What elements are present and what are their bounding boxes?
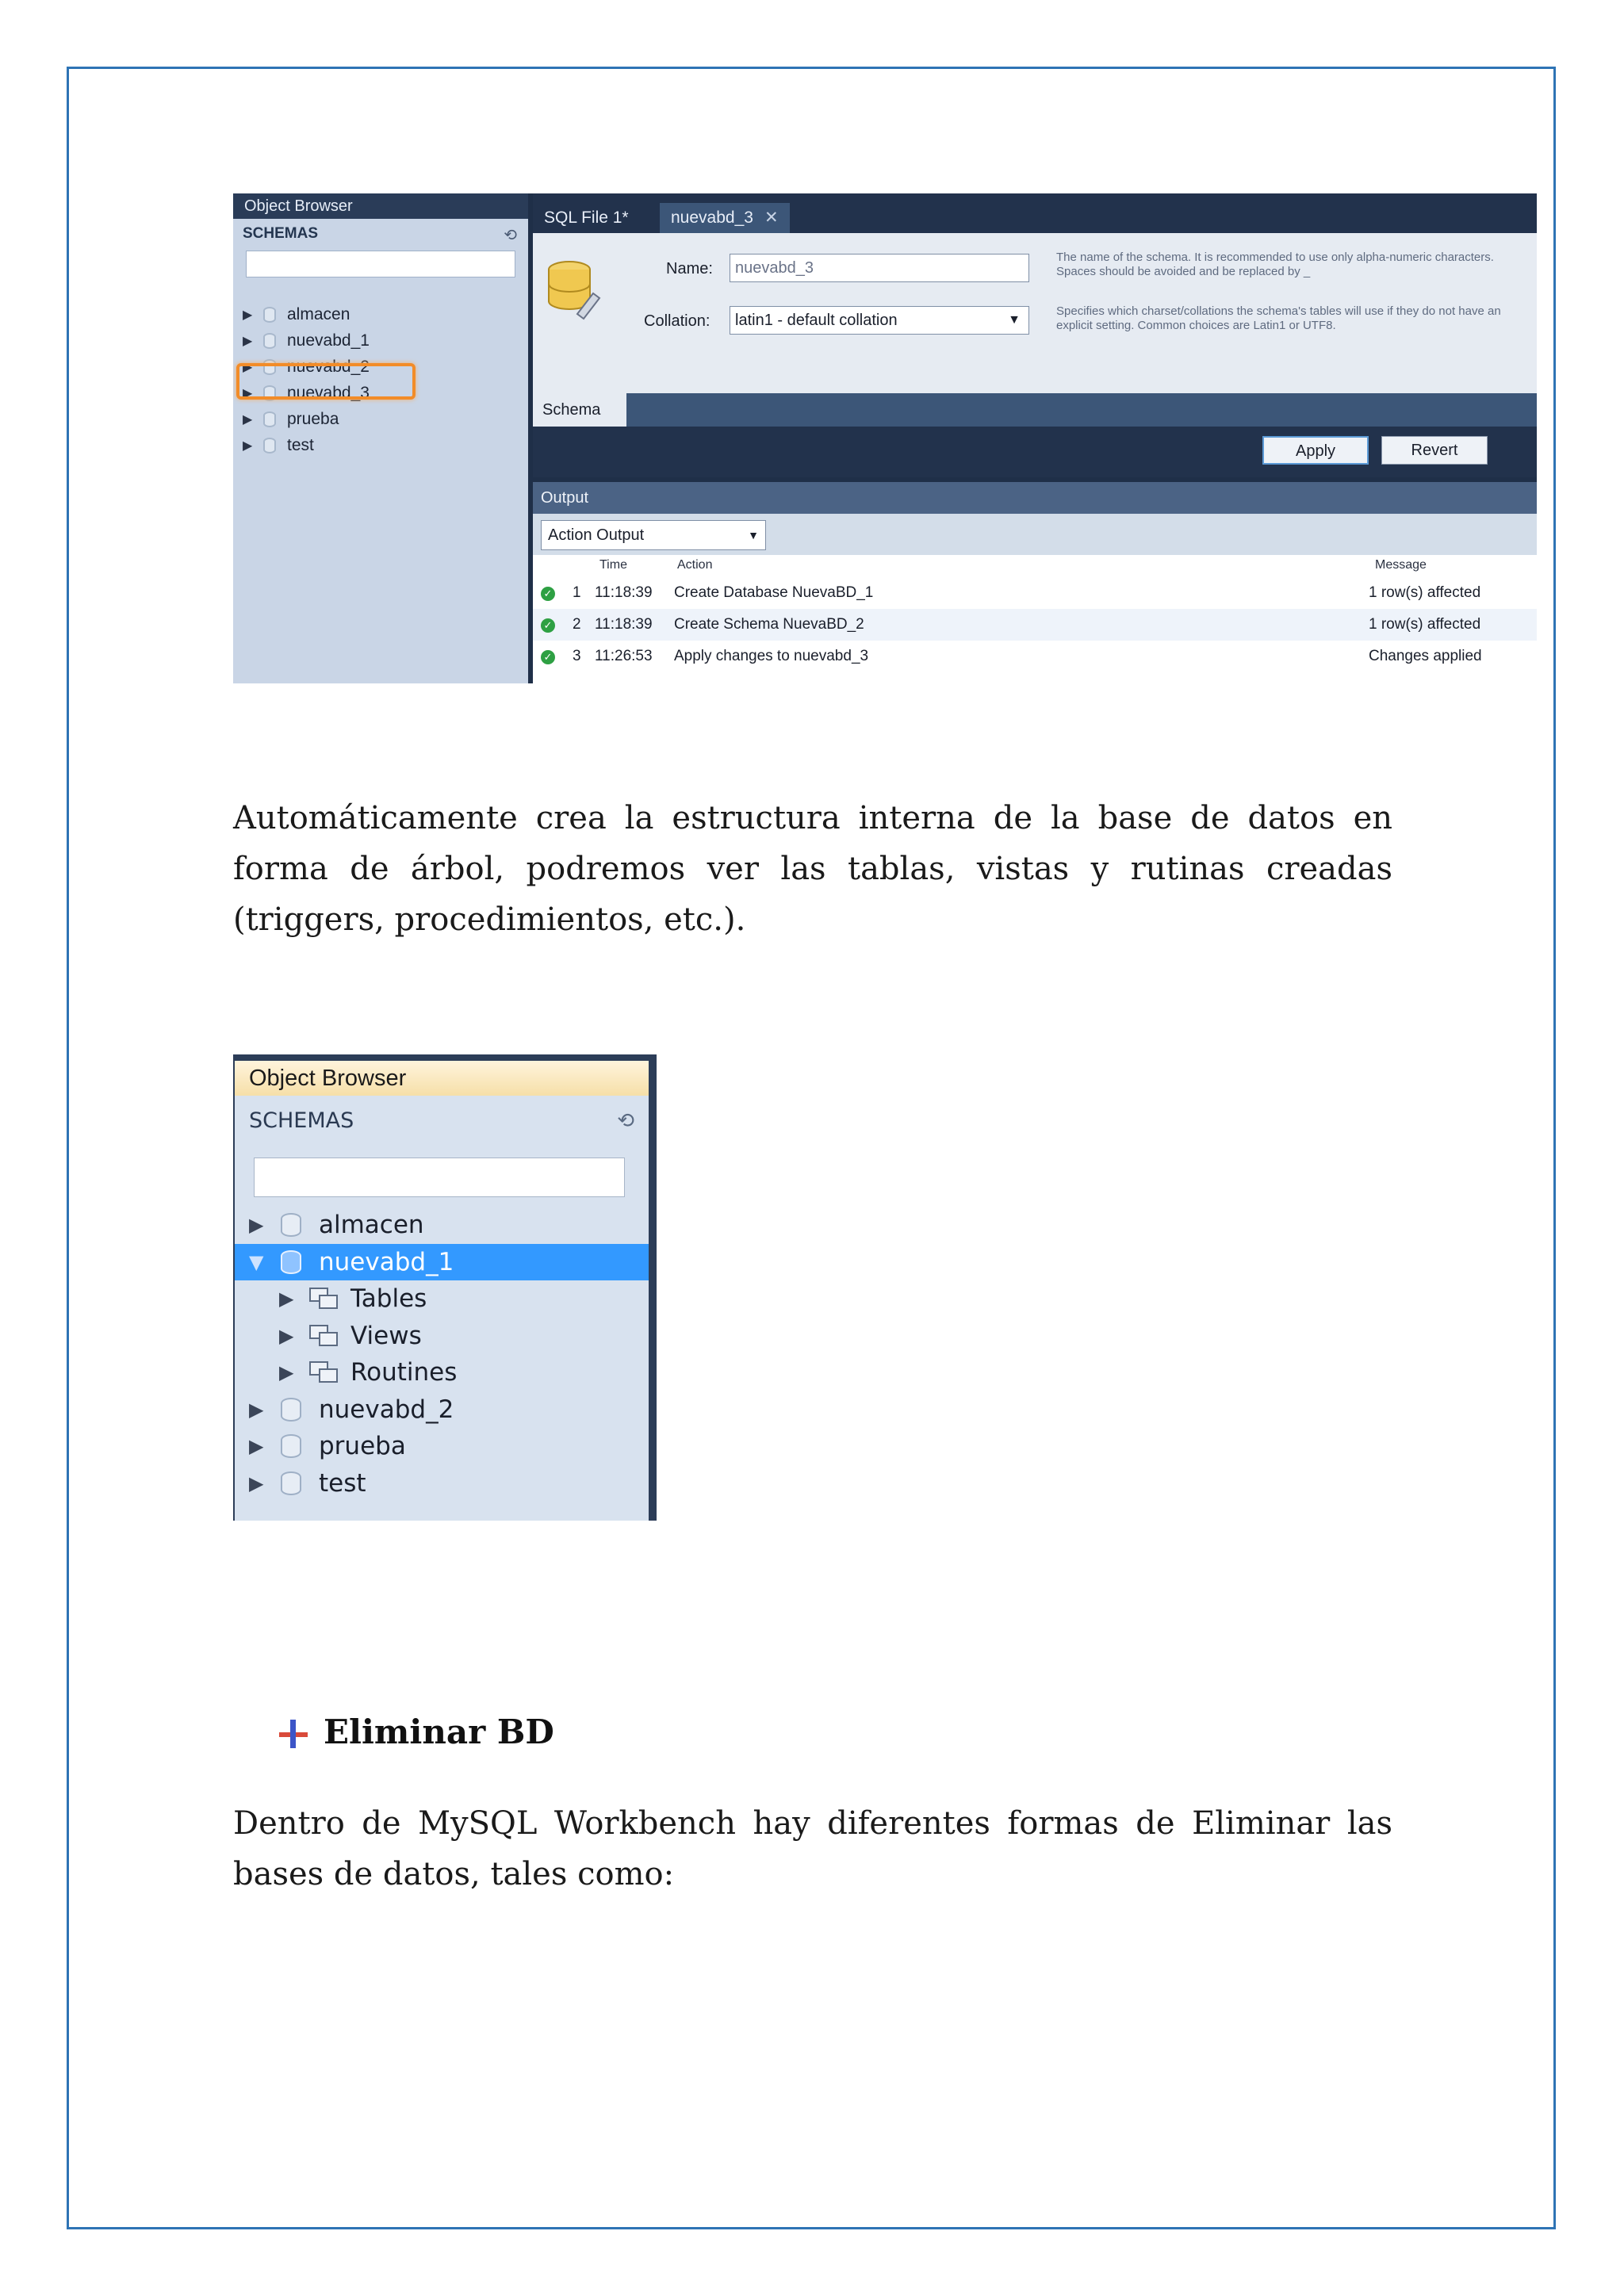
tree-item-routines[interactable] bbox=[235, 1354, 649, 1391]
log-row-action: Create Schema NuevaBD_2 bbox=[674, 616, 864, 633]
log-row[interactable] bbox=[533, 641, 1537, 672]
database-icon bbox=[281, 1434, 301, 1458]
tree-item-label: nuevabd_2 bbox=[319, 1395, 454, 1424]
schema-item[interactable] bbox=[243, 432, 370, 458]
database-icon bbox=[263, 438, 276, 453]
tree-item-nuevabd-2[interactable] bbox=[235, 1391, 649, 1429]
schema-list bbox=[243, 301, 370, 458]
database-icon bbox=[281, 1398, 301, 1422]
log-row-action: Apply changes to nuevabd_3 bbox=[674, 648, 869, 664]
folder-icon bbox=[309, 1325, 339, 1347]
database-icon bbox=[263, 333, 276, 349]
expand-arrow-icon[interactable]: ▶ bbox=[243, 412, 253, 427]
column-header-message: Message bbox=[1375, 558, 1427, 572]
log-row-action: Create Database NuevaBD_1 bbox=[674, 584, 874, 601]
schema-search-input[interactable] bbox=[246, 251, 515, 277]
highlight-box bbox=[236, 363, 416, 400]
object-browser-title: Object Browser bbox=[235, 1061, 649, 1096]
close-icon[interactable]: ✕ bbox=[764, 209, 779, 227]
tab-sql-file[interactable] bbox=[533, 203, 640, 233]
refresh-icon[interactable]: ⟲ bbox=[504, 227, 517, 244]
schema-item-label: test bbox=[287, 435, 314, 454]
database-icon bbox=[281, 1250, 301, 1274]
schema-search-input[interactable] bbox=[254, 1158, 625, 1197]
collation-help-text: Specifies which charset/collations the schema's tables will use if they do not have an explicit setting. Common choices are Latin1 or UTF8. bbox=[1056, 304, 1501, 332]
log-row-time: 11:26:53 bbox=[595, 648, 653, 664]
output-panel bbox=[533, 514, 1537, 683]
apply-button[interactable]: Apply bbox=[1262, 436, 1369, 465]
tab-label: nuevabd_3 bbox=[671, 209, 753, 227]
tree-item-test[interactable] bbox=[235, 1465, 649, 1502]
section-heading bbox=[278, 1712, 554, 1751]
schema-tab-strip bbox=[533, 393, 1537, 427]
log-row-message: 1 row(s) affected bbox=[1369, 584, 1481, 601]
collation-select[interactable] bbox=[730, 306, 1029, 335]
tab-schema[interactable]: Schema bbox=[533, 393, 626, 427]
expand-arrow-icon[interactable]: ▶ bbox=[249, 1435, 264, 1458]
object-browser-panel bbox=[235, 1061, 649, 1521]
schema-item[interactable] bbox=[243, 406, 370, 432]
expand-arrow-icon[interactable]: ▶ bbox=[243, 438, 253, 453]
expand-arrow-icon[interactable]: ▶ bbox=[243, 386, 253, 400]
database-icon bbox=[281, 1213, 301, 1237]
schema-item-label: nuevabd_1 bbox=[287, 331, 370, 350]
success-check-icon: ✓ bbox=[541, 650, 555, 664]
object-browser-panel bbox=[233, 193, 528, 683]
expand-arrow-icon[interactable]: ▶ bbox=[243, 308, 253, 322]
column-header-action: Action bbox=[677, 558, 713, 572]
chevron-down-icon: ▼ bbox=[1008, 313, 1021, 327]
body-paragraph-1: Automáticamente crea la estructura interna de la base de datos en forma de árbol, podremos ver las tablas, vistas y rutinas creadas (triggers, procedimientos, etc.). bbox=[233, 800, 1392, 938]
chevron-down-icon: ▼ bbox=[748, 529, 759, 541]
heading-text: Eliminar BD bbox=[324, 1712, 554, 1751]
schema-item-label: nuevabd_3 bbox=[287, 383, 370, 402]
schema-item[interactable] bbox=[243, 327, 370, 354]
workbench-schema-editor-screenshot bbox=[233, 193, 1537, 683]
schema-item[interactable] bbox=[243, 301, 370, 327]
refresh-icon[interactable]: ⟲ bbox=[617, 1108, 634, 1132]
schema-form bbox=[533, 233, 1537, 393]
schema-editor-area bbox=[533, 193, 1537, 683]
output-toolbar bbox=[533, 514, 1537, 555]
tree-item-label: Routines bbox=[350, 1358, 458, 1387]
tree-item-label: test bbox=[319, 1468, 366, 1498]
schema-tree bbox=[235, 1207, 649, 1502]
tree-item-tables[interactable] bbox=[235, 1280, 649, 1318]
object-browser-title: Object Browser bbox=[233, 193, 528, 219]
log-row-message: Changes applied bbox=[1369, 648, 1482, 664]
collation-label: Collation: bbox=[644, 312, 710, 330]
tree-item-nuevabd-1[interactable] bbox=[235, 1244, 649, 1281]
schema-database-icon bbox=[546, 258, 603, 322]
body-paragraph-2: Dentro de MySQL Workbench hay diferentes formas de Eliminar las bases de datos, tales como: bbox=[233, 1805, 1392, 1892]
schemas-label: SCHEMAS bbox=[249, 1108, 354, 1133]
log-row[interactable] bbox=[533, 577, 1537, 609]
cross-bullet-icon bbox=[278, 1716, 309, 1748]
schema-item-label: almacen bbox=[287, 304, 350, 323]
tree-item-label: nuevabd_1 bbox=[319, 1247, 454, 1276]
expand-arrow-icon[interactable]: ▶ bbox=[249, 1471, 264, 1494]
log-row-number: 3 bbox=[573, 648, 581, 664]
log-row-time: 11:18:39 bbox=[595, 584, 653, 601]
success-check-icon: ✓ bbox=[541, 618, 555, 633]
log-row-number: 2 bbox=[573, 616, 581, 633]
collapse-arrow-icon[interactable]: ▼ bbox=[249, 1250, 264, 1273]
log-row-message: 1 row(s) affected bbox=[1369, 616, 1481, 633]
tab-label: SQL File 1* bbox=[544, 209, 629, 227]
name-help-text: The name of the schema. It is recommended to use only alpha-numeric characters. Spaces should be avoided and be replaced by _ bbox=[1056, 251, 1494, 278]
success-check-icon: ✓ bbox=[541, 587, 555, 601]
expand-arrow-icon[interactable]: ▶ bbox=[249, 1398, 264, 1421]
object-browser-tree-screenshot bbox=[233, 1054, 657, 1521]
tree-item-views[interactable] bbox=[235, 1318, 649, 1355]
log-row-number: 1 bbox=[573, 584, 581, 601]
database-icon bbox=[263, 411, 276, 427]
database-icon bbox=[263, 307, 276, 323]
tree-item-label: Tables bbox=[350, 1284, 427, 1314]
log-row-time: 11:18:39 bbox=[595, 616, 653, 633]
expand-arrow-icon[interactable]: ▶ bbox=[279, 1288, 294, 1311]
folder-icon bbox=[309, 1288, 339, 1310]
output-type-select[interactable] bbox=[541, 520, 766, 550]
schemas-label: SCHEMAS bbox=[243, 225, 319, 242]
tab-nuevabd-3[interactable] bbox=[660, 203, 790, 233]
tree-item-almacen[interactable] bbox=[235, 1207, 649, 1244]
tree-item-label: prueba bbox=[319, 1432, 406, 1461]
collation-value: latin1 - default collation bbox=[735, 312, 898, 329]
column-header-time: Time bbox=[599, 558, 627, 572]
editor-tab-bar bbox=[533, 193, 1537, 233]
output-type-value: Action Output bbox=[548, 526, 645, 544]
tree-item-label: almacen bbox=[319, 1211, 424, 1240]
expand-arrow-icon[interactable]: ▶ bbox=[279, 1361, 294, 1384]
folder-icon bbox=[309, 1361, 339, 1383]
output-header: Output bbox=[533, 482, 1537, 514]
schema-item-label: prueba bbox=[287, 409, 339, 428]
log-row[interactable] bbox=[533, 609, 1537, 641]
expand-arrow-icon[interactable]: ▶ bbox=[243, 334, 253, 348]
expand-arrow-icon[interactable]: ▶ bbox=[279, 1324, 294, 1347]
schema-item-label: nuevabd_2 bbox=[287, 357, 370, 376]
schema-name-input[interactable]: nuevabd_3 bbox=[730, 254, 1029, 282]
tree-item-label: Views bbox=[350, 1321, 422, 1350]
name-label: Name: bbox=[666, 260, 713, 277]
database-icon bbox=[281, 1471, 301, 1495]
expand-arrow-icon[interactable]: ▶ bbox=[249, 1214, 264, 1237]
revert-button[interactable]: Revert bbox=[1381, 436, 1488, 465]
expand-arrow-icon[interactable]: ▶ bbox=[243, 360, 253, 374]
tree-item-prueba[interactable] bbox=[235, 1428, 649, 1465]
